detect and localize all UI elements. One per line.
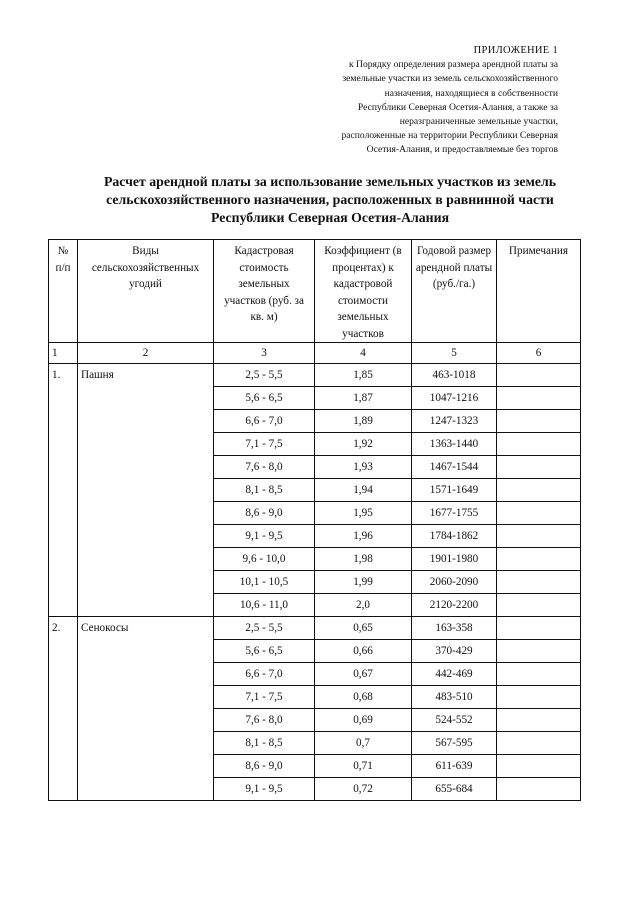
notes-cell	[497, 732, 581, 755]
coefficient: 0,72	[315, 778, 412, 801]
annual-fee: 1247-1323	[412, 410, 497, 433]
coefficient: 1,93	[315, 456, 412, 479]
appendix-line: Осетия-Алания, и предоставляемые без торгов	[366, 144, 558, 156]
coefficient: 2,0	[315, 594, 412, 617]
cadastral-value: 7,6 - 8,0	[214, 456, 315, 479]
cadastral-value: 10,6 - 11,0	[214, 594, 315, 617]
table-row	[49, 364, 581, 387]
land-type: Сенокосы	[78, 617, 214, 801]
coefficient: 1,87	[315, 387, 412, 410]
cadastral-value: 6,6 - 7,0	[214, 663, 315, 686]
cadastral-value: 9,1 - 9,5	[214, 778, 315, 801]
notes-cell	[497, 456, 581, 479]
cadastral-value: 6,6 - 7,0	[214, 410, 315, 433]
cadastral-value: 10,1 - 10,5	[214, 571, 315, 594]
cadastral-value: 2,5 - 5,5	[214, 617, 315, 640]
coefficient: 1,94	[315, 479, 412, 502]
column-number: 1	[49, 343, 78, 364]
notes-cell	[497, 364, 581, 387]
coefficient: 1,99	[315, 571, 412, 594]
notes-cell	[497, 755, 581, 778]
annual-fee: 567-595	[412, 732, 497, 755]
annual-fee: 370-429	[412, 640, 497, 663]
notes-cell	[497, 778, 581, 801]
header-cell: Примечания	[497, 240, 581, 343]
notes-cell	[497, 433, 581, 456]
coefficient: 1,92	[315, 433, 412, 456]
annual-fee: 655-684	[412, 778, 497, 801]
annual-fee: 1571-1649	[412, 479, 497, 502]
rent-table	[48, 239, 581, 801]
annual-fee: 442-469	[412, 663, 497, 686]
title-line: Республики Северная Осетия-Алания	[210, 210, 450, 225]
appendix-line: расположенные на территории Республики Северная	[341, 130, 558, 142]
header-cell: № п/п	[49, 240, 78, 343]
column-number: 4	[315, 343, 412, 364]
cadastral-value: 8,1 - 8,5	[214, 732, 315, 755]
annual-fee: 2060-2090	[412, 571, 497, 594]
header-cell: Коэффициент (в процентах) к кадастровой стоимости земельных участков	[315, 240, 412, 343]
notes-cell	[497, 479, 581, 502]
coefficient: 0,65	[315, 617, 412, 640]
coefficient: 0,66	[315, 640, 412, 663]
appendix-line: назначения, находящиеся в собственности	[384, 87, 558, 99]
coefficient: 1,95	[315, 502, 412, 525]
coefficient: 1,96	[315, 525, 412, 548]
notes-cell	[497, 387, 581, 410]
notes-cell	[497, 663, 581, 686]
annual-fee: 1901-1980	[412, 548, 497, 571]
annual-fee: 611-639	[412, 755, 497, 778]
title-line: сельскохозяйственного назначения, расположенных в равнинной части	[106, 192, 554, 207]
column-number: 2	[78, 343, 214, 364]
appendix-block	[268, 44, 558, 158]
header-cell: Виды сельскохозяйственных угодий	[78, 240, 214, 343]
notes-cell	[497, 571, 581, 594]
annual-fee: 163-358	[412, 617, 497, 640]
annual-fee: 2120-2200	[412, 594, 497, 617]
cadastral-value: 8,6 - 9,0	[214, 755, 315, 778]
column-number: 5	[412, 343, 497, 364]
coefficient: 1,85	[315, 364, 412, 387]
notes-cell	[497, 502, 581, 525]
annual-fee: 524-552	[412, 709, 497, 732]
header-cell: Кадастровая стоимость земельных участков (руб. за кв. м)	[214, 240, 315, 343]
annual-fee: 1677-1755	[412, 502, 497, 525]
notes-cell	[497, 709, 581, 732]
cadastral-value: 5,6 - 6,5	[214, 387, 315, 410]
coefficient: 1,98	[315, 548, 412, 571]
annual-fee: 1467-1544	[412, 456, 497, 479]
annual-fee: 1784-1862	[412, 525, 497, 548]
coefficient: 0,67	[315, 663, 412, 686]
annual-fee: 1363-1440	[412, 433, 497, 456]
notes-cell	[497, 410, 581, 433]
cadastral-value: 7,1 - 7,5	[214, 686, 315, 709]
annual-fee: 463-1018	[412, 364, 497, 387]
row-index: 2.	[49, 617, 78, 801]
notes-cell	[497, 640, 581, 663]
cadastral-value: 2,5 - 5,5	[214, 364, 315, 387]
cadastral-value: 7,6 - 8,0	[214, 709, 315, 732]
coefficient: 0,7	[315, 732, 412, 755]
coefficient: 1,89	[315, 410, 412, 433]
cadastral-value: 9,1 - 9,5	[214, 525, 315, 548]
notes-cell	[497, 686, 581, 709]
appendix-line: неразграниченные земельные участки,	[399, 116, 558, 128]
column-number: 6	[497, 343, 581, 364]
coefficient: 0,69	[315, 709, 412, 732]
cadastral-value: 7,1 - 7,5	[214, 433, 315, 456]
cadastral-value: 8,1 - 8,5	[214, 479, 315, 502]
land-type: Пашня	[78, 364, 214, 617]
notes-cell	[497, 525, 581, 548]
column-number-row	[49, 343, 581, 364]
appendix-line: Республики Северная Осетия-Алания, а также за	[357, 101, 558, 113]
notes-cell	[497, 617, 581, 640]
table-row	[49, 617, 581, 640]
appendix-line: земельные участки из земель сельскохозяйственного	[342, 73, 558, 85]
appendix-line: к Порядку определения размера арендной платы за	[348, 59, 558, 71]
column-number: 3	[214, 343, 315, 364]
coefficient: 0,71	[315, 755, 412, 778]
cadastral-value: 9,6 - 10,0	[214, 548, 315, 571]
document-title	[60, 173, 600, 227]
annual-fee: 483-510	[412, 686, 497, 709]
header-row	[49, 240, 581, 343]
coefficient: 0,68	[315, 686, 412, 709]
title-line: Расчет арендной платы за использование земельных участков из земель	[103, 174, 557, 189]
header-cell: Годовой размер арендной платы (руб./га.)	[412, 240, 497, 343]
cadastral-value: 8,6 - 9,0	[214, 502, 315, 525]
cadastral-value: 5,6 - 6,5	[214, 640, 315, 663]
appendix-heading: ПРИЛОЖЕНИЕ 1	[473, 45, 558, 56]
annual-fee: 1047-1216	[412, 387, 497, 410]
row-index: 1.	[49, 364, 78, 617]
notes-cell	[497, 594, 581, 617]
notes-cell	[497, 548, 581, 571]
